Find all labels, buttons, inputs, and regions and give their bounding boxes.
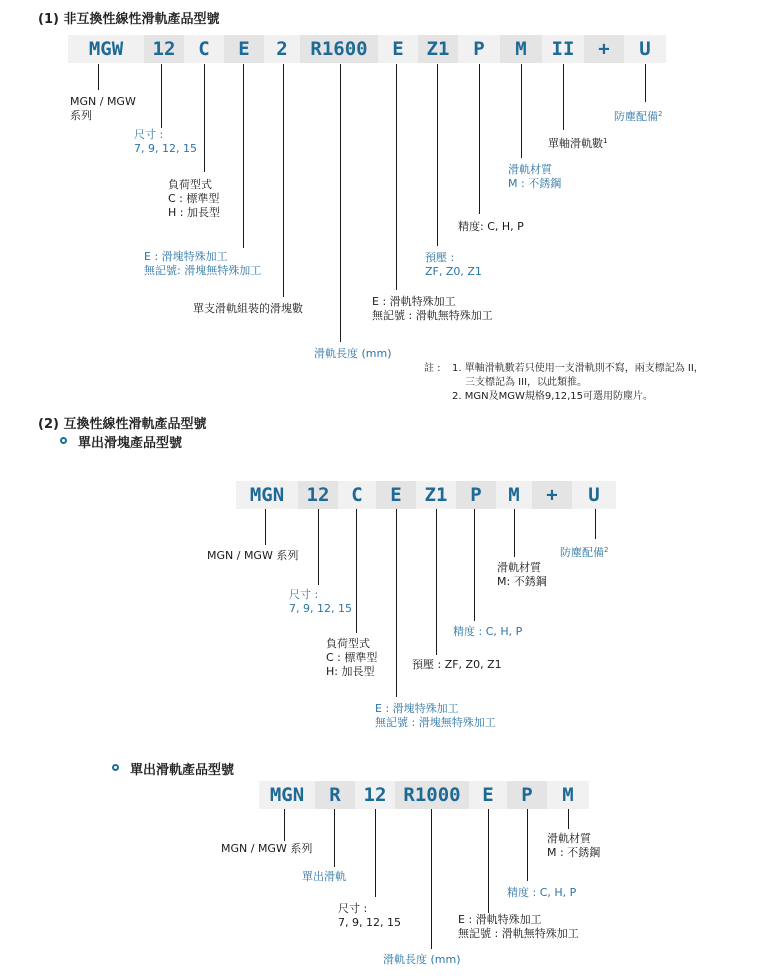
- code-load-type: C: [184, 35, 224, 63]
- note-1: 1. 單軸滑軌數若只使用一支滑軌則不寫，兩支標記為 II，: [452, 363, 704, 374]
- label-preload: 預壓 : ZF, Z0, Z1: [425, 251, 482, 278]
- leader-line: [437, 64, 438, 246]
- code-block-special: E: [376, 481, 416, 509]
- code-series: MGN: [259, 781, 315, 809]
- leader-line: [284, 809, 285, 841]
- code-block-count: 2: [264, 35, 300, 63]
- label-material: 滑軌材質 M : 不銹鋼: [508, 163, 562, 190]
- leader-line: [568, 809, 569, 829]
- code-rail-special: E: [469, 781, 507, 809]
- leader-line: [161, 64, 162, 128]
- label-size: 尺寸 : 7, 9, 12, 15: [338, 902, 401, 929]
- leader-line: [265, 509, 266, 545]
- code-size: 12: [144, 35, 184, 63]
- code-rail-length: R1000: [395, 781, 469, 809]
- label-preload: 預壓 : ZF, Z0, Z1: [412, 658, 502, 671]
- label-rail-length: 滑軌長度 (mm): [314, 347, 392, 360]
- label-rail-special: E : 滑軌特殊加工 無記號 : 滑軌無特殊加工: [372, 295, 493, 322]
- code-preload: Z1: [418, 35, 458, 63]
- label-size: 尺寸 : 7, 9, 12, 15: [289, 588, 352, 615]
- leader-line: [595, 509, 596, 539]
- leader-line: [527, 809, 528, 881]
- code-material: M: [547, 781, 589, 809]
- code-precision: P: [507, 781, 547, 809]
- note-1-cont: 三支標記為 III，以此類推。: [465, 377, 588, 388]
- label-block-special: E : 滑塊特殊加工 無記號 : 滑塊無特殊加工: [375, 702, 496, 729]
- leader-line: [488, 809, 489, 913]
- leader-line: [318, 509, 319, 585]
- code-size: 12: [298, 481, 338, 509]
- label-block-special: E : 滑塊特殊加工 無記號: 滑塊無特殊加工: [144, 250, 262, 277]
- label-dust-protection: 防塵配備$^2$: [614, 110, 663, 123]
- code-rail-length: R1600: [300, 35, 378, 63]
- leader-line: [340, 64, 341, 342]
- leader-line: [396, 64, 397, 290]
- leader-line: [474, 509, 475, 621]
- code-rail-type: R: [315, 781, 355, 809]
- code-rails-per-axis: II: [542, 35, 584, 63]
- label-series: MGN / MGW 系列: [70, 95, 136, 122]
- bullet-icon: [112, 764, 119, 771]
- leader-line: [521, 64, 522, 158]
- label-rail-only: 單出滑軌: [302, 870, 346, 883]
- label-material: 滑軌材質 M : 不銹鋼: [547, 832, 601, 859]
- leader-line: [98, 64, 99, 90]
- label-dust-protection: 防塵配備$^2$: [560, 546, 609, 559]
- code-series: MGW: [68, 35, 144, 63]
- label-rails-per-axis: 單軸滑軌數$^1$: [548, 137, 608, 150]
- code-precision: P: [456, 481, 496, 509]
- label-rail-special: E : 滑軌特殊加工 無記號 : 滑軌無特殊加工: [458, 913, 579, 940]
- leader-line: [356, 509, 357, 633]
- sub-title-block: 單出滑塊產品型號: [78, 436, 183, 451]
- section2-title: (2) 互換性線性滑軌產品型號: [38, 417, 207, 432]
- code-block-special: E: [224, 35, 264, 63]
- label-load-type: 負荷型式 C : 標準型 H: 加長型: [326, 637, 378, 678]
- label-rail-length: 滑軌長度 (mm): [383, 953, 461, 966]
- note-2: 2. MGN及MGW規格9,12,15可選用防塵片。: [452, 391, 654, 402]
- code-material: M: [496, 481, 532, 509]
- code-plus: +: [532, 481, 572, 509]
- leader-line: [283, 64, 284, 297]
- code-dust: U: [572, 481, 616, 509]
- leader-line: [204, 64, 205, 172]
- section1-title: (1) 非互換性線性滑軌產品型號: [38, 12, 220, 27]
- code-series: MGN: [236, 481, 298, 509]
- label-blocks-per-rail: 單支滑軌組裝的滑塊數: [193, 302, 303, 315]
- notes-prefix: 註 :: [424, 363, 441, 374]
- leader-line: [334, 809, 335, 867]
- bullet-icon: [60, 437, 67, 444]
- code-rail-special: E: [378, 35, 418, 63]
- label-precision: 精度: C, H, P: [458, 220, 524, 233]
- label-material: 滑軌材質 M: 不銹鋼: [497, 561, 547, 588]
- leader-line: [375, 809, 376, 897]
- leader-line: [514, 509, 515, 557]
- leader-line: [645, 64, 646, 102]
- code-load-type: C: [338, 481, 376, 509]
- leader-line: [431, 809, 432, 949]
- code-dust: U: [624, 35, 666, 63]
- code-precision: P: [458, 35, 500, 63]
- label-series: MGN / MGW 系列: [221, 842, 313, 855]
- code-size: 12: [355, 781, 395, 809]
- code-material: M: [500, 35, 542, 63]
- code-preload: Z1: [416, 481, 456, 509]
- sub-title-rail: 單出滑軌產品型號: [130, 763, 235, 778]
- leader-line: [479, 64, 480, 214]
- leader-line: [396, 509, 397, 697]
- leader-line: [563, 64, 564, 130]
- label-load-type: 負荷型式 C : 標準型 H : 加長型: [168, 178, 220, 219]
- code-plus: +: [584, 35, 624, 63]
- label-size: 尺寸 : 7, 9, 12, 15: [134, 128, 197, 155]
- label-series: MGN / MGW 系列: [207, 549, 299, 562]
- label-precision: 精度 : C, H, P: [507, 886, 577, 899]
- leader-line: [243, 64, 244, 248]
- leader-line: [436, 509, 437, 655]
- label-precision: 精度 : C, H, P: [453, 625, 523, 638]
